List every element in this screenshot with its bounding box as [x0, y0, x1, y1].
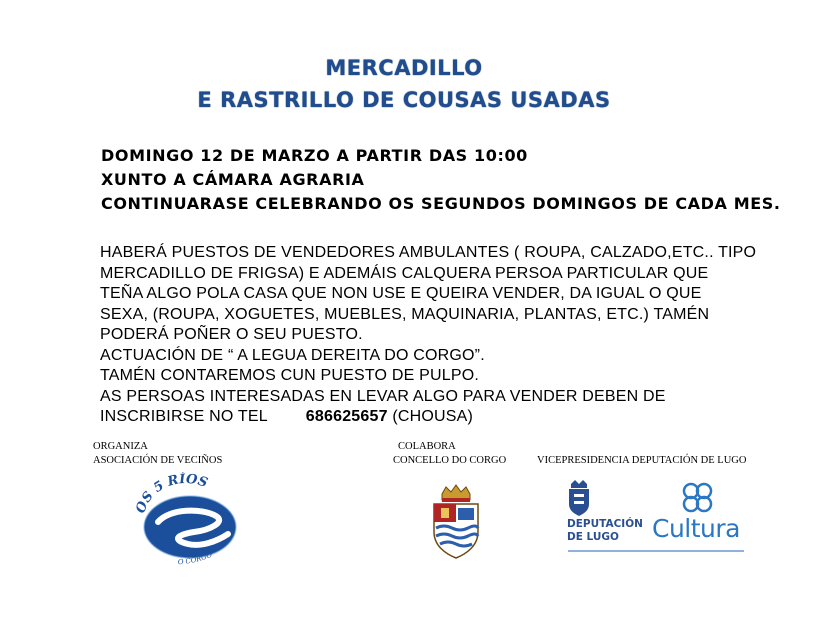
body-text [100, 243, 805, 428]
logo-underline [568, 550, 744, 552]
body-line: ACTUACIÓN DE “ A LEGUA DEREITA DO CORGO”. [100, 346, 485, 364]
title-line-2: E RASTRILLO DE COUSAS USADAS [197, 88, 611, 112]
body-line: HABERÁ PUESTOS DE VENDEDORES AMBULANTES ( ROUPA, CALZADO,ETC.. TIPO [100, 244, 757, 261]
deputacion-line-2: DE LUGO [567, 531, 619, 543]
concello-name: CONCELLO DO CORGO [393, 455, 507, 466]
cultura-text: Cultura [652, 514, 740, 543]
event-location-line: XUNTO A CÁMARA AGRARIA [101, 170, 365, 189]
phone-prefix: INSCRIBIRSE NO TEL [100, 408, 268, 425]
event-recurrence-line: CONTINUARASE CELEBRANDO OS SEGUNDOS DOMINGOS DE CADA MES. [101, 194, 781, 213]
phone-suffix: (CHOUSA) [387, 408, 474, 425]
os5rios-subtext: O CORGO [177, 550, 214, 567]
body-line: SEXA, (ROUPA, XOGUETES, MUEBLES, MAQUINARIA, PLANTAS, ETC.) TAMÉN [100, 305, 710, 323]
phone-line [100, 407, 805, 428]
event-date-line: DOMINGO 12 DE MARZO A PARTIR DAS 10:00 [101, 146, 528, 165]
body-line: MERCADILLO DE FRIGSA) E ADEMÁIS CALQUERA PERSOA PARTICULAR QUE [100, 264, 709, 282]
body-line: PODERÁ POÑER O SEU PUESTO. [100, 326, 363, 343]
title-line-1: MERCADILLO [325, 56, 483, 80]
deputacion-line-1: DEPUTACIÓN [567, 518, 643, 530]
cultura-logo [648, 480, 748, 555]
cultura-knot-icon [648, 480, 748, 516]
body-line: TAMÉN CONTAREMOS CUN PUESTO DE PULPO. [100, 367, 480, 384]
organiza-name: ASOCIACIÓN DE VECIÑOS [93, 455, 223, 466]
organiza-label: ORGANIZA [93, 441, 148, 452]
concello-coat-of-arms [428, 484, 484, 560]
body-line: TEÑA ALGO POLA CASA QUE NON USE E QUEIRA VENDER, DA IGUAL O QUE [100, 285, 702, 302]
deputacion-name: VICEPRESIDENCIA DEPUTACIÓN DE LUGO [537, 455, 747, 466]
body-line: AS PERSOAS INTERESADAS EN LEVAR ALGO PARA VENDER DEBEN DE [100, 387, 666, 405]
deputacion-crest-icon [565, 478, 645, 518]
os-5-rios-emblem-icon [130, 472, 240, 572]
deputacion-lugo-logo [565, 478, 645, 548]
colabora-label: COLABORA [398, 441, 456, 452]
coat-of-arms-icon [428, 484, 484, 560]
os5rios-text: OS 5 RÍOS [133, 472, 210, 516]
os-5-rios-logo [130, 472, 240, 572]
phone-number: 686625657 [305, 408, 388, 425]
